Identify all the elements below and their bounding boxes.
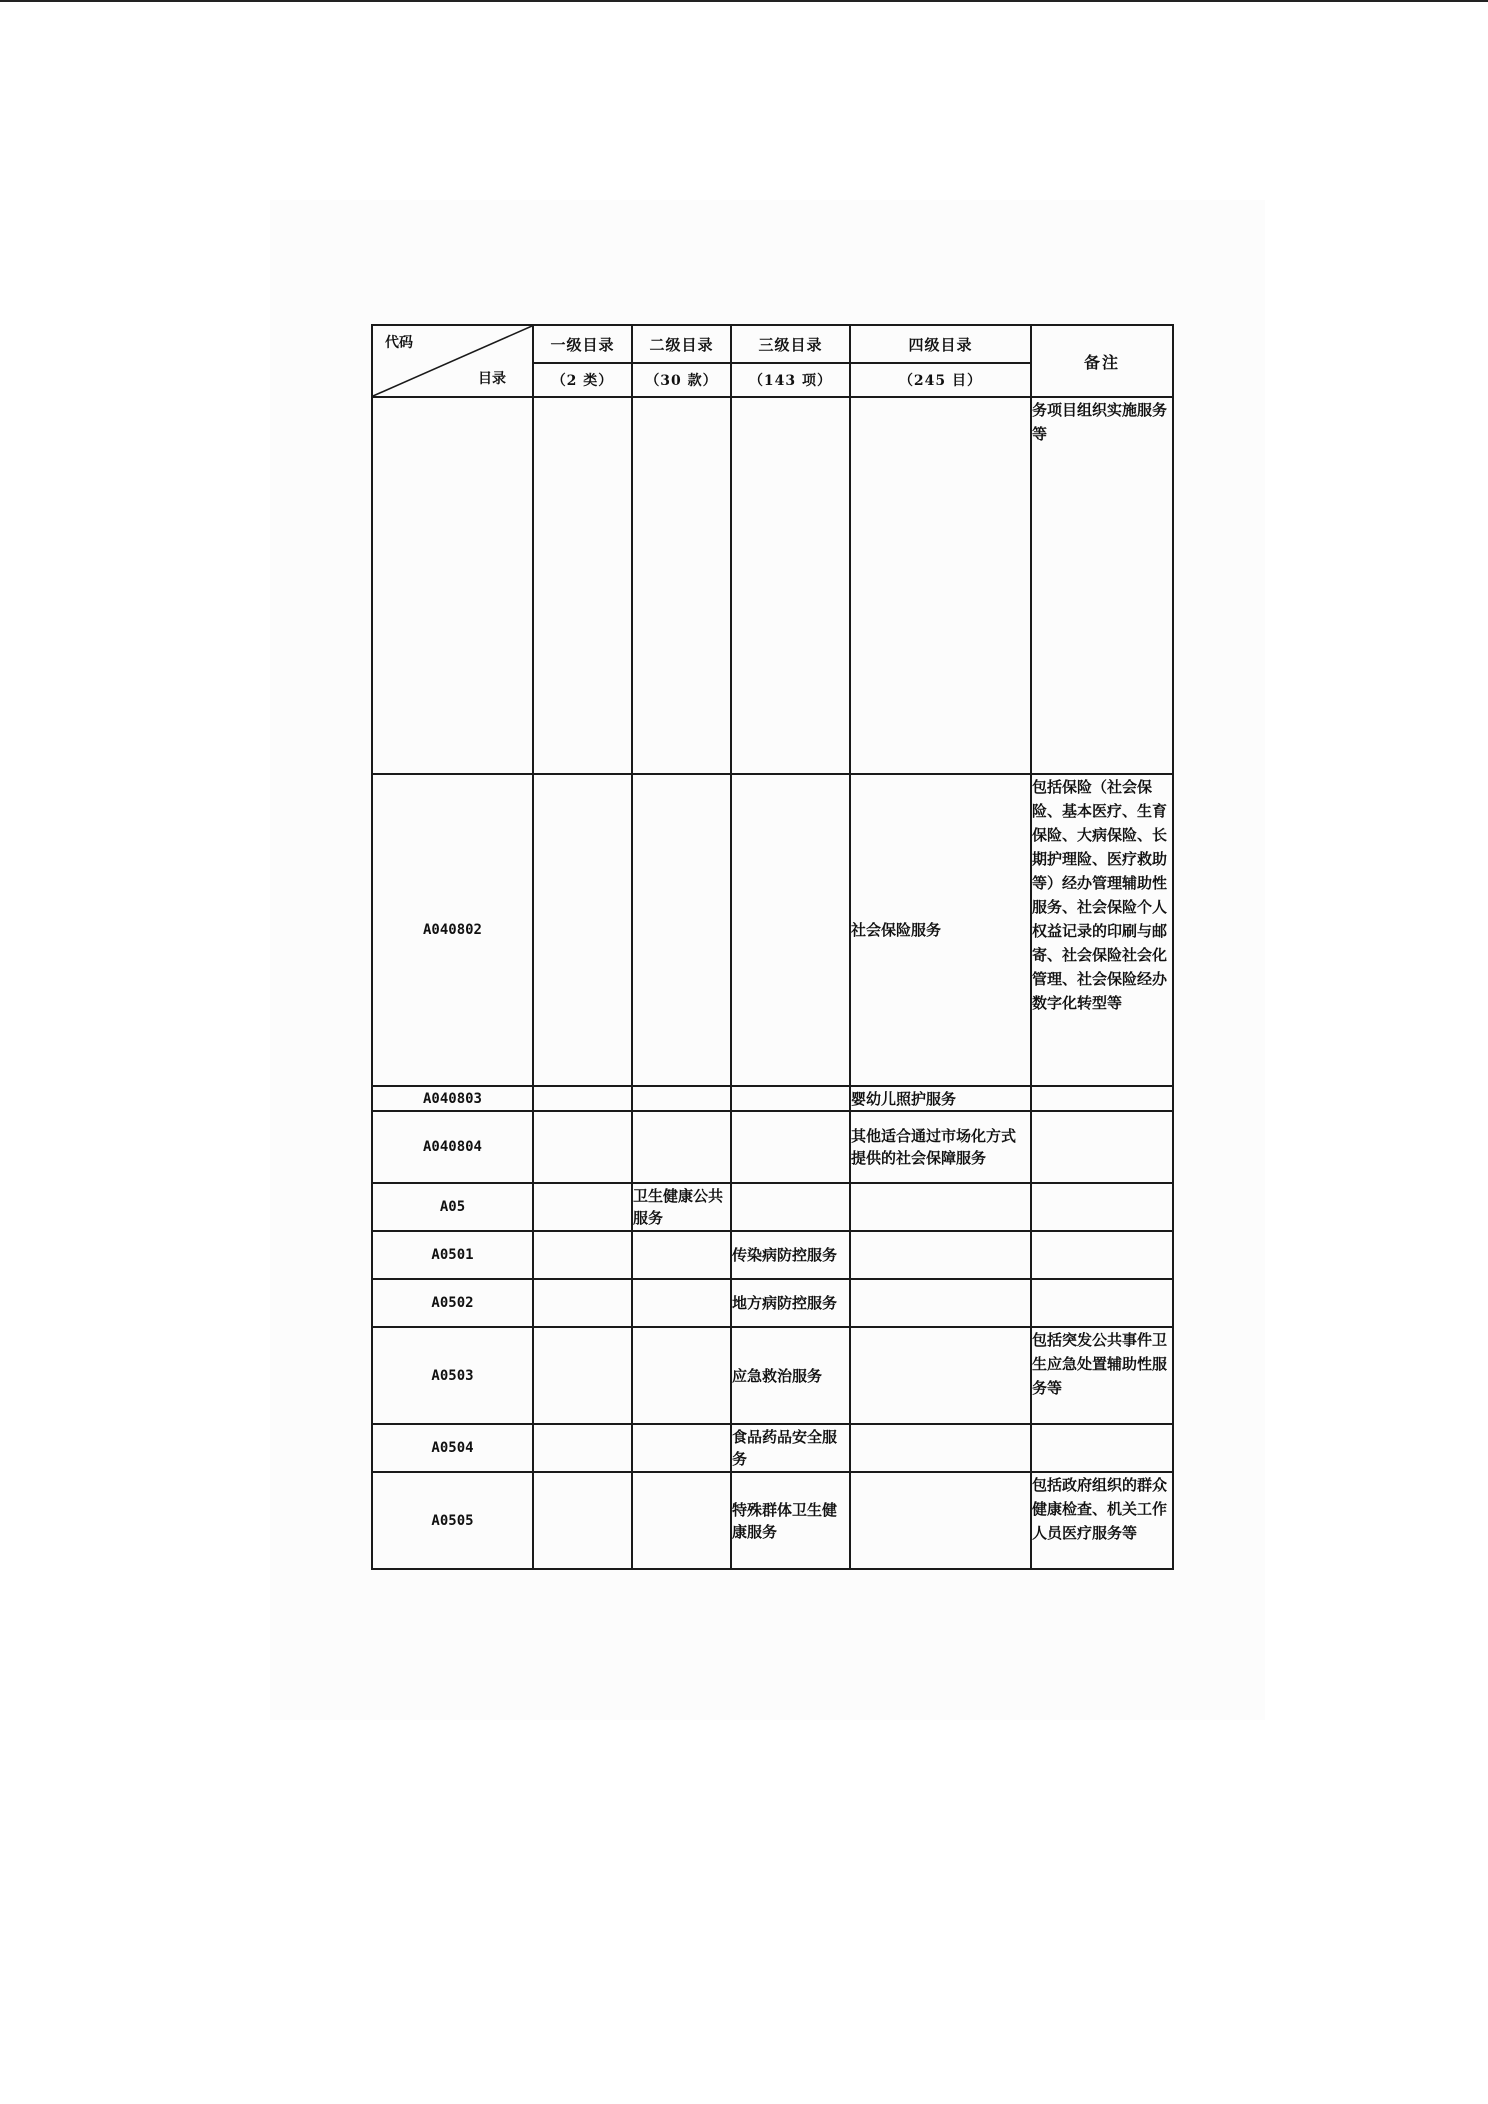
level3-cell	[731, 1111, 850, 1183]
level1-cell	[533, 774, 632, 1086]
note-cell	[1031, 1279, 1173, 1327]
top-border-line	[0, 0, 1488, 2]
level4-cell	[850, 1424, 1031, 1472]
table-row	[372, 1183, 1173, 1231]
code-cell: A040802	[372, 774, 533, 1086]
level3-cell	[731, 774, 850, 1086]
table-row	[372, 774, 1173, 1086]
level4-cell	[850, 1279, 1031, 1327]
level3-cell: 传染病防控服务	[731, 1231, 850, 1279]
table-row	[372, 397, 1173, 774]
level1-cell	[533, 1424, 632, 1472]
level1-cell	[533, 1472, 632, 1569]
code-cell: A040804	[372, 1111, 533, 1183]
level3-cell	[731, 1086, 850, 1111]
table-row	[372, 1279, 1173, 1327]
level2-cell	[632, 1472, 731, 1569]
level4-cell: 婴幼儿照护服务	[850, 1086, 1031, 1111]
level4-cell	[850, 1231, 1031, 1279]
table-header-row	[372, 325, 1173, 363]
level2-count: （30 款）	[632, 363, 731, 397]
table-row	[372, 1327, 1173, 1424]
level4-count: （245 目）	[850, 363, 1031, 397]
level1-cell	[533, 1327, 632, 1424]
level2-cell	[632, 1424, 731, 1472]
code-cell: A0501	[372, 1231, 533, 1279]
level1-cell	[533, 1183, 632, 1231]
level4-cell: 社会保险服务	[850, 774, 1031, 1086]
level2-cell	[632, 774, 731, 1086]
table-row	[372, 1086, 1173, 1111]
level2-cell	[632, 1231, 731, 1279]
level1-title: 一级目录	[533, 325, 632, 363]
code-cell: A040803	[372, 1086, 533, 1111]
level3-cell: 特殊群体卫生健康服务	[731, 1472, 850, 1569]
note-cell	[1031, 1111, 1173, 1183]
level2-cell	[632, 1086, 731, 1111]
code-cell: A0503	[372, 1327, 533, 1424]
level2-cell	[632, 397, 731, 774]
level4-title: 四级目录	[850, 325, 1031, 363]
table-row	[372, 1472, 1173, 1569]
level2-cell: 卫生健康公共服务	[632, 1183, 731, 1231]
level1-cell	[533, 1279, 632, 1327]
notes-header: 备注	[1031, 325, 1173, 397]
code-cell: A05	[372, 1183, 533, 1231]
note-cell	[1031, 1086, 1173, 1111]
level1-cell	[533, 397, 632, 774]
service-catalog-table	[371, 324, 1174, 1570]
note-cell: 包括保险（社会保险、基本医疗、生育保险、大病保险、长期护理险、医疗救助等）经办管理辅助性服务、社会保险个人权益记录的印刷与邮寄、社会保险社会化管理、社会保险经办数字化转型等	[1031, 774, 1173, 1086]
note-cell	[1031, 1424, 1173, 1472]
code-label: 代码	[385, 335, 413, 351]
directory-label: 目录	[478, 371, 506, 387]
corner-header-cell	[372, 325, 533, 397]
level4-cell	[850, 1327, 1031, 1424]
level4-cell	[850, 1183, 1031, 1231]
level1-cell	[533, 1111, 632, 1183]
code-cell: A0502	[372, 1279, 533, 1327]
note-cell	[1031, 1231, 1173, 1279]
level3-cell: 地方病防控服务	[731, 1279, 850, 1327]
level3-cell	[731, 1183, 850, 1231]
level3-cell	[731, 397, 850, 774]
level2-title: 二级目录	[632, 325, 731, 363]
level2-cell	[632, 1111, 731, 1183]
level4-cell	[850, 1472, 1031, 1569]
level2-cell	[632, 1279, 731, 1327]
level4-cell	[850, 397, 1031, 774]
note-cell	[1031, 1183, 1173, 1231]
level1-cell	[533, 1231, 632, 1279]
level3-title: 三级目录	[731, 325, 850, 363]
level2-cell	[632, 1327, 731, 1424]
level3-cell: 食品药品安全服务	[731, 1424, 850, 1472]
table-row	[372, 1111, 1173, 1183]
level3-count: （143 项）	[731, 363, 850, 397]
level3-cell: 应急救治服务	[731, 1327, 850, 1424]
table-row	[372, 1231, 1173, 1279]
level4-cell: 其他适合通过市场化方式提供的社会保障服务	[850, 1111, 1031, 1183]
level1-cell	[533, 1086, 632, 1111]
code-cell	[372, 397, 533, 774]
level1-count: （2 类）	[533, 363, 632, 397]
note-cell: 包括突发公共事件卫生应急处置辅助性服务等	[1031, 1327, 1173, 1424]
note-cell: 包括政府组织的群众健康检查、机关工作人员医疗服务等	[1031, 1472, 1173, 1569]
code-cell: A0504	[372, 1424, 533, 1472]
note-cell: 务项目组织实施服务等	[1031, 397, 1173, 774]
table-row	[372, 1424, 1173, 1472]
code-cell: A0505	[372, 1472, 533, 1569]
